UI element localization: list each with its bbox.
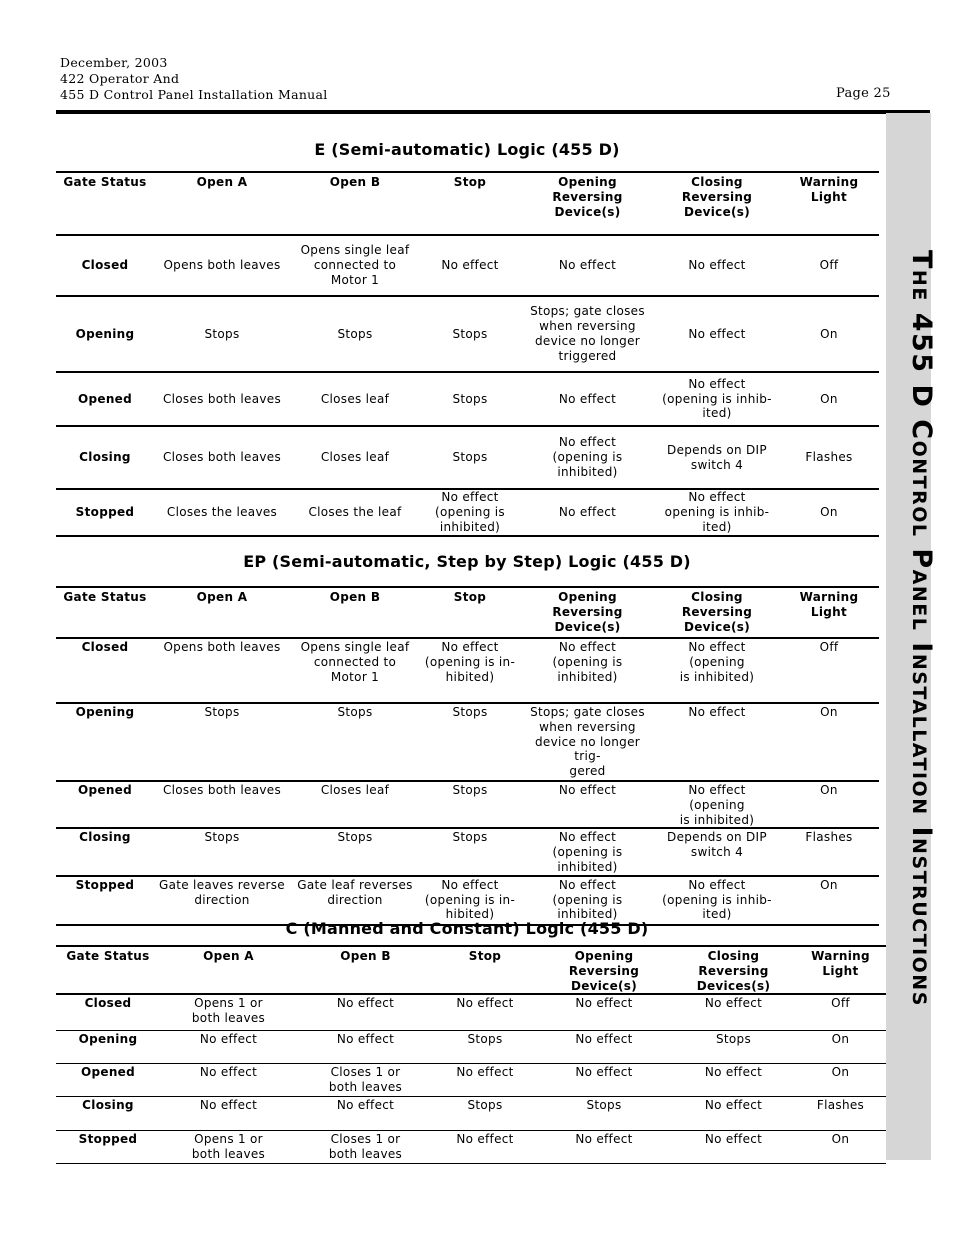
table-cell-opening-reversing: No effect	[536, 994, 672, 1030]
table-cell-opening-reversing: No effect (opening is inhibited)	[520, 828, 655, 875]
row-header-cell: Opened	[56, 781, 154, 828]
column-header-warning-light: Warning Light	[779, 172, 879, 235]
column-header-open-b: Open B	[290, 587, 420, 638]
table-cell-closing-reversing: No effect (opening is inhibited)	[655, 781, 779, 828]
column-header-warning-light: Warning Light	[795, 946, 886, 994]
table-cell-open-a: Closes the leaves	[154, 489, 290, 536]
table-cell-warning-light: Off	[779, 235, 879, 296]
table-cell-open-b: Opens single leaf connected to Motor 1	[290, 638, 420, 703]
column-header-gate-status: Gate Status	[56, 946, 160, 994]
table-cell-open-b: Opens single leaf connected to Motor 1	[290, 235, 420, 296]
column-header-open-a: Open A	[160, 946, 297, 994]
table-cell-open-a: No effect	[160, 1030, 297, 1063]
table-cell-open-a: Stops	[154, 296, 290, 372]
header-operator: 422 Operator And	[60, 71, 180, 86]
table-cell-open-a: No effect	[160, 1063, 297, 1096]
table-cell-warning-light: On	[795, 1063, 886, 1096]
table-row	[56, 828, 879, 875]
table-row	[56, 235, 879, 296]
table-row	[56, 1030, 886, 1063]
table-cell-warning-light: Off	[779, 638, 879, 703]
page-number: Page 25	[836, 86, 891, 101]
column-header-opening-reversing: Opening Reversing Device(s)	[520, 172, 655, 235]
row-header-cell: Closed	[56, 994, 160, 1030]
table-cell-open-b: Closes 1 or both leaves	[297, 1130, 434, 1163]
table-cell-stop: Stops	[420, 828, 520, 875]
header-rule	[56, 110, 930, 114]
table-cell-opening-reversing: No effect (opening is inhibited)	[520, 876, 655, 925]
row-header-cell: Closed	[56, 235, 154, 296]
column-header-closing-reversing: Closing Reversing Device(s)	[655, 587, 779, 638]
row-header-cell: Closing	[56, 828, 154, 875]
column-header-open-a: Open A	[154, 172, 290, 235]
table-cell-open-b: No effect	[297, 994, 434, 1030]
column-header-closing-reversing: Closing Reversing Devices(s)	[672, 946, 795, 994]
table-header-row	[56, 172, 879, 235]
table-cell-closing-reversing: No effect	[655, 296, 779, 372]
table-cell-warning-light: Flashes	[779, 426, 879, 489]
column-header-open-b: Open B	[290, 172, 420, 235]
table-cell-opening-reversing: Stops; gate closes when reversing device no longer triggered	[520, 296, 655, 372]
table-cell-open-a: Stops	[154, 828, 290, 875]
table-cell-stop: Stops	[420, 703, 520, 781]
table-row	[56, 703, 879, 781]
table-cell-stop: Stops	[420, 781, 520, 828]
table-header-row	[56, 587, 879, 638]
table-cell-warning-light: On	[795, 1030, 886, 1063]
column-header-open-a: Open A	[154, 587, 290, 638]
table-cell-opening-reversing: No effect	[520, 235, 655, 296]
table-cell-open-a: Closes both leaves	[154, 372, 290, 426]
column-header-closing-reversing: Closing Reversing Device(s)	[655, 172, 779, 235]
column-header-open-b: Open B	[297, 946, 434, 994]
table-cell-warning-light: On	[779, 489, 879, 536]
table-cell-open-b: Closes leaf	[290, 781, 420, 828]
table-cell-open-a: Closes both leaves	[154, 426, 290, 489]
table-cell-opening-reversing: No effect (opening is inhibited)	[520, 638, 655, 703]
table-cell-opening-reversing: No effect	[536, 1130, 672, 1163]
row-header-cell: Opening	[56, 296, 154, 372]
table-cell-open-a: Gate leaves reverse direction	[154, 876, 290, 925]
header-date: December, 2003	[60, 55, 168, 70]
page-header	[60, 55, 328, 103]
table-row	[56, 876, 879, 925]
column-header-warning-light: Warning Light	[779, 587, 879, 638]
table-cell-opening-reversing: No effect	[520, 489, 655, 536]
row-header-cell: Closing	[56, 426, 154, 489]
table-cell-closing-reversing: No effect	[672, 1063, 795, 1096]
row-header-cell: Stopped	[56, 876, 154, 925]
table-cell-stop: Stops	[420, 426, 520, 489]
table-cell-warning-light: On	[779, 703, 879, 781]
table-cell-open-b: No effect	[297, 1096, 434, 1130]
table-cell-open-a: Opens 1 or both leaves	[160, 994, 297, 1030]
column-header-gate-status: Gate Status	[56, 587, 154, 638]
table-cell-opening-reversing: Stops; gate closes when reversing device no longer trig- gered	[520, 703, 655, 781]
table-cell-closing-reversing: No effect (opening is inhibited)	[655, 638, 779, 703]
table-cell-opening-reversing: No effect	[536, 1063, 672, 1096]
table-cell-open-a: Opens both leaves	[154, 638, 290, 703]
table-cell-open-b: Closes leaf	[290, 426, 420, 489]
table-cell-open-a: Opens both leaves	[154, 235, 290, 296]
table-title-c-logic: C (Manned and Constant) Logic (455 D)	[285, 919, 649, 938]
column-header-opening-reversing: Opening Reversing Device(s)	[520, 587, 655, 638]
table-cell-warning-light: On	[779, 296, 879, 372]
table-cell-warning-light: Off	[795, 994, 886, 1030]
table-row	[56, 781, 879, 828]
table-cell-stop: No effect	[420, 235, 520, 296]
table-e-logic	[56, 171, 879, 537]
table-cell-closing-reversing: No effect	[672, 1096, 795, 1130]
table-row	[56, 296, 879, 372]
table-row	[56, 426, 879, 489]
table-cell-closing-reversing: No effect (opening is inhib- ited)	[655, 372, 779, 426]
table-cell-stop: Stops	[434, 1030, 536, 1063]
table-cell-open-b: Stops	[290, 828, 420, 875]
table-row	[56, 1063, 886, 1096]
table-cell-open-a: No effect	[160, 1096, 297, 1130]
table-cell-open-a: Opens 1 or both leaves	[160, 1130, 297, 1163]
table-cell-open-b: Closes the leaf	[290, 489, 420, 536]
table-cell-stop: No effect	[434, 1063, 536, 1096]
table-cell-opening-reversing: No effect (opening is inhibited)	[520, 426, 655, 489]
column-header-stop: Stop	[434, 946, 536, 994]
row-header-cell: Opened	[56, 1063, 160, 1096]
table-cell-closing-reversing: Depends on DIP switch 4	[655, 828, 779, 875]
row-header-cell: Stopped	[56, 489, 154, 536]
table-cell-open-b: No effect	[297, 1030, 434, 1063]
column-header-stop: Stop	[420, 172, 520, 235]
table-cell-warning-light: Flashes	[779, 828, 879, 875]
column-header-gate-status: Gate Status	[56, 172, 154, 235]
column-header-stop: Stop	[420, 587, 520, 638]
table-cell-open-b: Gate leaf reverses direction	[290, 876, 420, 925]
table-title-ep-logic: EP (Semi-automatic, Step by Step) Logic (455 D)	[243, 552, 691, 571]
table-cell-warning-light: On	[795, 1130, 886, 1163]
table-cell-warning-light: On	[779, 876, 879, 925]
table-row	[56, 638, 879, 703]
table-cell-open-a: Closes both leaves	[154, 781, 290, 828]
table-cell-closing-reversing: Depends on DIP switch 4	[655, 426, 779, 489]
row-header-cell: Closing	[56, 1096, 160, 1130]
row-header-cell: Opened	[56, 372, 154, 426]
table-cell-open-a: Stops	[154, 703, 290, 781]
row-header-cell: Stopped	[56, 1130, 160, 1163]
table-title-e-logic: E (Semi-automatic) Logic (455 D)	[314, 140, 620, 159]
table-cell-stop: No effect (opening is in- hibited)	[420, 638, 520, 703]
table-header-row	[56, 946, 886, 994]
table-row	[56, 1096, 886, 1130]
sidebar-title: The 455 D Control Panel Installation Instructions	[906, 250, 937, 1007]
table-cell-open-b: Closes leaf	[290, 372, 420, 426]
table-cell-stop: No effect (opening is in- hibited)	[420, 876, 520, 925]
row-header-cell: Opening	[56, 1030, 160, 1063]
table-cell-opening-reversing: No effect	[520, 781, 655, 828]
column-header-opening-reversing: Opening Reversing Device(s)	[536, 946, 672, 994]
table-cell-stop: Stops	[420, 296, 520, 372]
table-cell-stop: No effect	[434, 994, 536, 1030]
header-manual-title: 455 D Control Panel Installation Manual	[60, 87, 328, 102]
table-cell-stop: No effect (opening is inhibited)	[420, 489, 520, 536]
table-cell-closing-reversing: Stops	[672, 1030, 795, 1063]
table-row	[56, 994, 886, 1030]
table-cell-opening-reversing: Stops	[536, 1096, 672, 1130]
table-cell-open-b: Stops	[290, 296, 420, 372]
table-cell-open-b: Stops	[290, 703, 420, 781]
table-cell-closing-reversing: No effect opening is inhib- ited)	[655, 489, 779, 536]
table-cell-warning-light: Flashes	[795, 1096, 886, 1130]
row-header-cell: Closed	[56, 638, 154, 703]
table-cell-stop: Stops	[434, 1096, 536, 1130]
table-cell-closing-reversing: No effect (opening is inhib- ited)	[655, 876, 779, 925]
row-header-cell: Opening	[56, 703, 154, 781]
table-c-logic	[56, 945, 886, 1164]
table-row	[56, 372, 879, 426]
table-cell-closing-reversing: No effect	[655, 235, 779, 296]
table-cell-open-b: Closes 1 or both leaves	[297, 1063, 434, 1096]
table-cell-opening-reversing: No effect	[536, 1030, 672, 1063]
table-cell-closing-reversing: No effect	[655, 703, 779, 781]
table-cell-closing-reversing: No effect	[672, 1130, 795, 1163]
table-cell-opening-reversing: No effect	[520, 372, 655, 426]
table-cell-warning-light: On	[779, 781, 879, 828]
table-cell-stop: Stops	[420, 372, 520, 426]
table-cell-closing-reversing: No effect	[672, 994, 795, 1030]
table-cell-warning-light: On	[779, 372, 879, 426]
table-row	[56, 489, 879, 536]
table-ep-logic	[56, 586, 879, 926]
table-row	[56, 1130, 886, 1163]
table-cell-stop: No effect	[434, 1130, 536, 1163]
